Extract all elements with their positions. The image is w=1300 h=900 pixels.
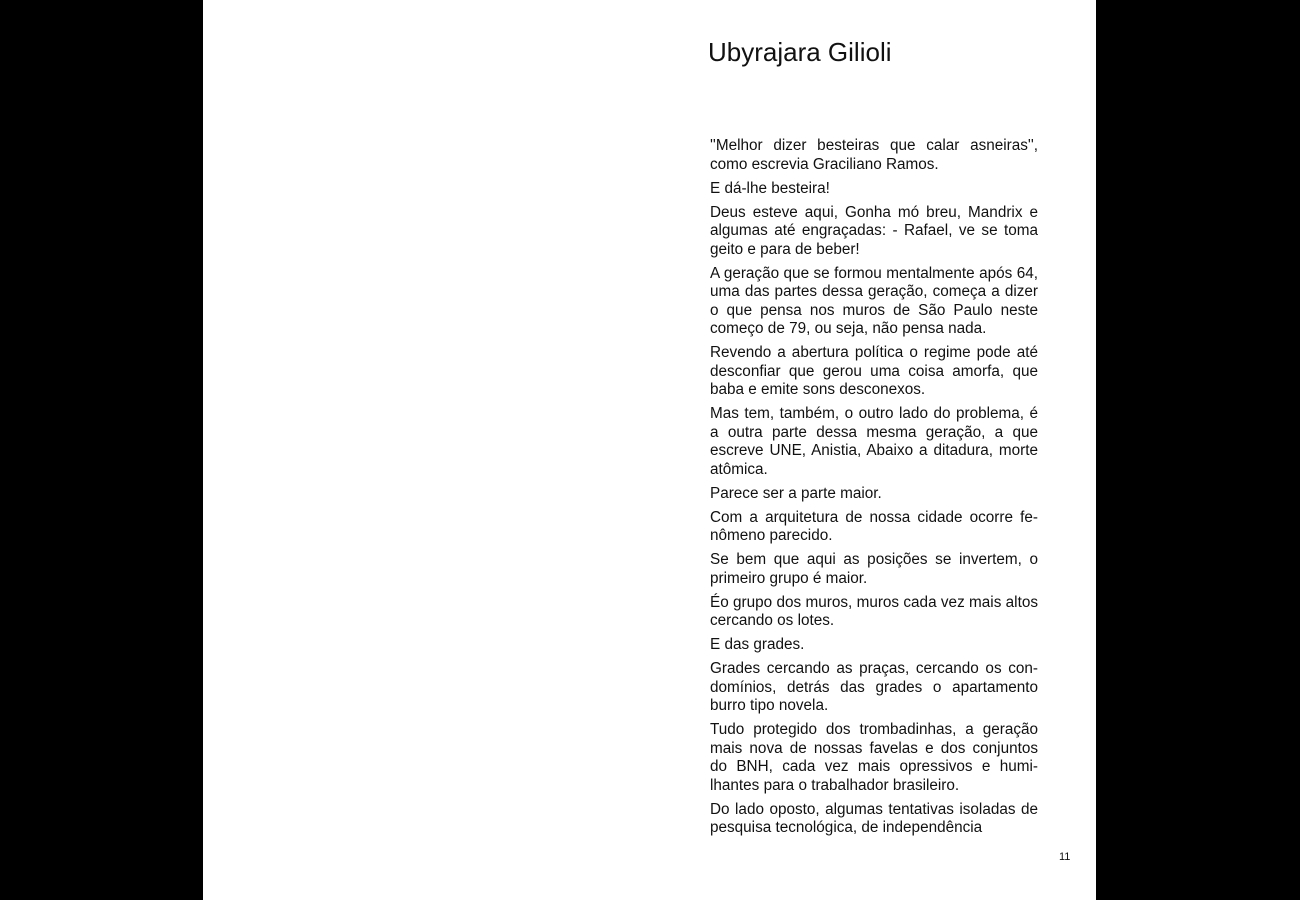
book-page xyxy=(203,0,1096,900)
paragraph-other-side: Mas tem, também, o outro lado do problema, é a outra parte dessa mesma geração, a que escreve UNE, Anistia, Abaixo a ditadura, morte atômica. xyxy=(710,405,1038,478)
paragraph-protected: Tudo protegido dos trombadinhas, a geração mais nova de nossas favelas e dos conjuntos do BNH, cada vez mais opressivos e humilhantes para o trabalhador brasileiro. xyxy=(710,721,1038,794)
paragraph-besteira: E dá-lhe besteira! xyxy=(710,179,830,197)
paragraph-fences: Grades cercando as praças, cercando os condomínios, detrás das grades o apartamento burro tipo novela. xyxy=(710,660,1038,714)
paragraph-larger-part: Parece ser a parte maior. xyxy=(710,484,882,502)
paragraph-walls: Éo grupo dos muros, muros cada vez mais altos cercando os lotes. xyxy=(710,593,1038,629)
paragraph-political-opening: Revendo a abertura política o regime pode até desconfiar que gerou uma coisa amorfa, que baba e emite sons desconexos. xyxy=(710,344,1038,398)
paragraph-bars: E das grades. xyxy=(710,636,805,653)
page-title: Ubyrajara Gilioli xyxy=(708,37,892,67)
paragraph-generation: A geração que se formou mentalmente após 64, uma das partes dessa geração, começa a dizer o que pensa nos muros de São Paulo neste começo de 79, ou seja, não pensa nada. xyxy=(710,264,1038,337)
paragraph-graffiti-examples: Deus esteve aqui, Gonha mó breu, Mandrix e algumas até engraçadas: - Rafael, ve se toma geito e para de beber! xyxy=(710,203,1038,258)
page-number: 11 xyxy=(1059,851,1071,863)
paragraph-architecture: Com a arquitetura de nossa cidade ocorre fenômeno parecido. xyxy=(710,508,1038,544)
article-body xyxy=(710,137,1038,843)
paragraph-opposite-side: Do lado oposto, algumas tentativas isoladas de pesquisa tecnológica, de independência xyxy=(710,800,1038,836)
paragraph-positions-invert: Se bem que aqui as posições se invertem, o primeiro grupo é maior. xyxy=(710,551,1038,587)
paragraph-quote: ''Melhor dizer besteiras que calar asneiras'', como escrevia Graciliano Ramos. xyxy=(710,137,1038,173)
